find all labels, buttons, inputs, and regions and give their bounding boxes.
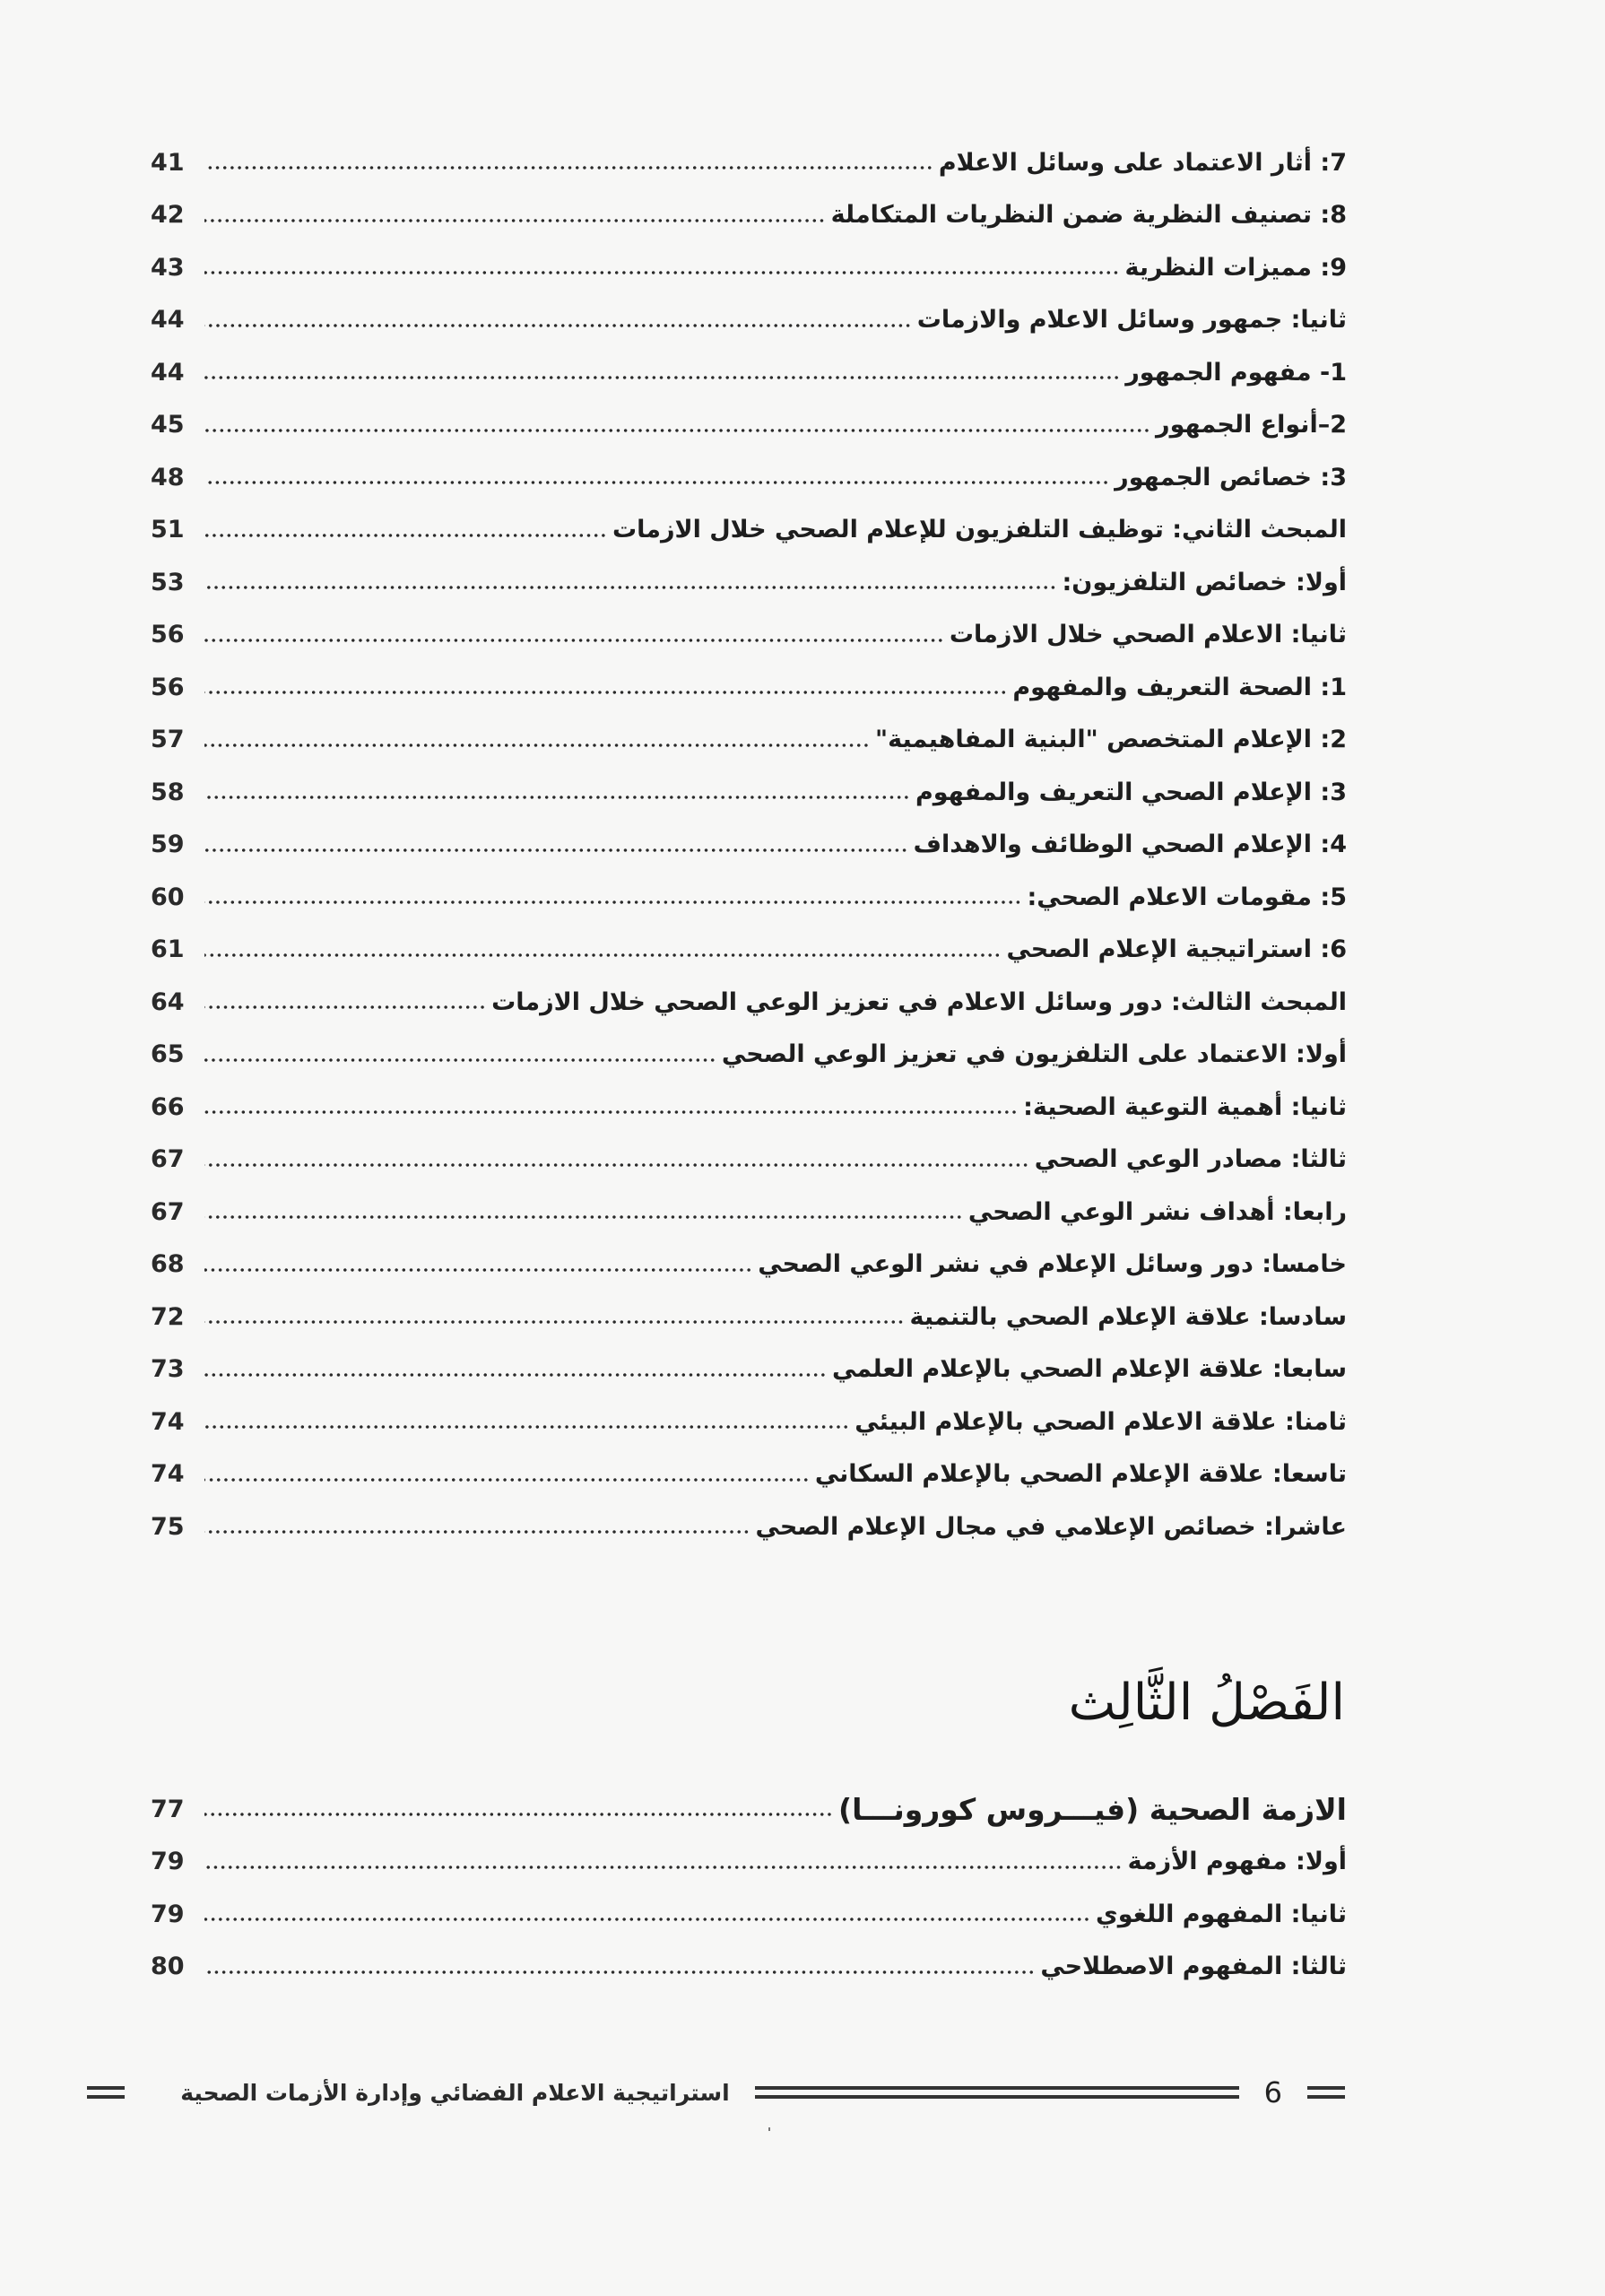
toc-entry-page: 45	[151, 411, 185, 439]
section-heading-row[interactable]	[151, 1783, 1347, 1836]
dot-leader	[204, 1477, 810, 1483]
toc-entry-title: المبحث الثالث: دور وسائل الاعلام في تعزيز الوعي الصحي خلال الازمات	[491, 987, 1347, 1016]
section-heading-page: 77	[151, 1795, 185, 1823]
toc-entry-title: سادسا: علاقة الإعلام الصحي بالتنمية	[909, 1302, 1347, 1331]
toc-entry-page: 74	[151, 1460, 185, 1489]
dot-leader	[204, 848, 908, 853]
toc-entry-page: 79	[151, 1848, 185, 1876]
dot-leader	[204, 218, 826, 223]
toc-entry-page: 74	[151, 1407, 185, 1436]
toc-entry[interactable]	[151, 924, 1347, 977]
toc-entry-title: ثانيا: الاعلام الصحي خلال الازمات	[949, 621, 1347, 649]
dot-leader	[204, 1057, 716, 1063]
toc-entry-title: 9: مميزات النظرية	[1124, 253, 1347, 282]
toc-entry-title: 2–أنواع الجمهور	[1156, 411, 1347, 439]
toc-entry-page: 57	[151, 726, 185, 754]
dot-leader	[204, 1424, 849, 1430]
toc-entry-page: 65	[151, 1040, 185, 1069]
toc-entry[interactable]	[151, 1888, 1347, 1941]
toc-entry[interactable]	[151, 1836, 1347, 1889]
toc-entry[interactable]	[151, 1081, 1347, 1134]
toc-entry-page: 42	[151, 201, 185, 230]
chapter-heading-text: الفَصْلُ الثَّالِث	[1068, 1674, 1345, 1732]
toc-entry-title: 1: الصحة التعريف والمفهوم	[1012, 673, 1347, 701]
dot-leader	[204, 1372, 827, 1378]
toc-entry[interactable]	[151, 766, 1347, 819]
dot-leader	[204, 795, 910, 800]
toc-entry[interactable]	[151, 1941, 1347, 1994]
dot-leader	[204, 1812, 833, 1817]
toc-entry-page: 48	[151, 463, 185, 491]
toc-entry[interactable]	[151, 136, 1347, 189]
toc-entry-page: 60	[151, 883, 185, 911]
toc-entry[interactable]	[151, 241, 1347, 294]
toc-entry[interactable]	[151, 1186, 1347, 1239]
toc-entry[interactable]	[151, 189, 1347, 242]
toc-entry-page: 73	[151, 1355, 185, 1384]
toc-entry-title: عاشرا: خصائص الإعلامي في مجال الإعلام الصحي	[755, 1512, 1347, 1541]
toc-entry-title: 5: مقومات الاعلام الصحي:	[1027, 883, 1347, 911]
chapter-heading	[986, 1674, 1345, 1772]
toc-entry[interactable]	[151, 346, 1347, 399]
dot-leader	[204, 1004, 486, 1010]
dot-leader	[204, 480, 1109, 485]
dot-leader	[204, 165, 933, 170]
toc-entry[interactable]	[151, 1500, 1347, 1553]
toc-entry-title: ثامنا: علاقة الاعلام الصحي بالإعلام البيئي	[855, 1407, 1347, 1436]
toc-entry-title: أولا: مفهوم الأزمة	[1127, 1848, 1347, 1876]
toc-entry[interactable]	[151, 1344, 1347, 1396]
page-footer	[152, 2070, 1345, 2115]
toc-entry-page: 59	[151, 831, 185, 859]
dot-leader	[204, 690, 1007, 695]
toc-entry-page: 53	[151, 568, 185, 596]
dot-leader	[204, 952, 1001, 958]
toc-entry-title: ثالثا: مصادر الوعي الصحي	[1034, 1145, 1347, 1174]
toc-entry[interactable]	[151, 1448, 1347, 1501]
toc-entry[interactable]	[151, 1029, 1347, 1082]
toc-entry-title: 1- مفهوم الجمهور	[1125, 358, 1347, 387]
dot-leader	[204, 428, 1150, 433]
dot-leader	[204, 270, 1120, 275]
footer-rule-left	[87, 2086, 125, 2099]
footer-rule-right	[1307, 2086, 1345, 2099]
toc-entry-page: 66	[151, 1092, 185, 1121]
table-of-contents	[151, 136, 1347, 1553]
dot-leader	[204, 1529, 750, 1535]
toc-entry[interactable]	[151, 609, 1347, 662]
toc-entry-title: تاسعا: علاقة الإعلام الصحي بالإعلام السكاني	[814, 1460, 1347, 1489]
paper-speck	[768, 2127, 770, 2131]
toc-entry-title: 3: خصائص الجمهور	[1115, 463, 1347, 491]
footer-rule-middle	[755, 2086, 1239, 2099]
toc-entry[interactable]	[151, 556, 1347, 609]
dot-leader	[204, 1267, 752, 1273]
toc-entry-page: 51	[151, 516, 185, 544]
toc-entry[interactable]	[151, 451, 1347, 504]
toc-entry[interactable]	[151, 294, 1347, 347]
toc-entry-title: ثانيا: جمهور وسائل الاعلام والازمات	[916, 306, 1347, 335]
toc-entry[interactable]	[151, 976, 1347, 1029]
dot-leader	[204, 323, 912, 328]
toc-entry[interactable]	[151, 1239, 1347, 1292]
toc-entry-title: 7: أثار الاعتماد على وسائل الاعلام	[938, 148, 1347, 177]
dot-leader	[204, 375, 1120, 380]
toc-entry-title: 3: الإعلام الصحي التعريف والمفهوم	[915, 778, 1347, 806]
toc-entry[interactable]	[151, 504, 1347, 557]
toc-entry-title: رابعا: أهداف نشر الوعي الصحي	[967, 1197, 1347, 1226]
toc-entry[interactable]	[151, 1396, 1347, 1448]
toc-entry-title: ثانيا: المفهوم اللغوي	[1096, 1900, 1347, 1928]
toc-entry-page: 67	[151, 1197, 185, 1226]
dot-leader	[204, 1865, 1123, 1870]
toc-entry-page: 75	[151, 1512, 185, 1541]
toc-entry-page: 61	[151, 935, 185, 964]
dot-leader	[204, 585, 1057, 590]
toc-entry-title: 4: الإعلام الصحي الوظائف والاهداف	[913, 831, 1347, 859]
dot-leader	[204, 1970, 1035, 1975]
toc-entry-title: المبحث الثاني: توظيف التلفزيون للإعلام الصحي خلال الازمات	[612, 516, 1347, 544]
dot-leader	[204, 900, 1021, 905]
toc-entry[interactable]	[151, 819, 1347, 872]
toc-entry-title: 2: الإعلام المتخصص "البنية المفاهيمية"	[875, 726, 1347, 754]
dot-leader	[204, 1109, 1018, 1115]
toc-entry-title: ثانيا: أهمية التوعية الصحية:	[1023, 1092, 1347, 1121]
dot-leader	[204, 743, 870, 748]
dot-leader	[204, 1319, 905, 1325]
dot-leader	[204, 638, 944, 643]
dot-leader	[204, 1162, 1029, 1168]
toc-entry[interactable]	[151, 1134, 1347, 1187]
toc-entry-title: أولا: خصائص التلفزيون:	[1062, 568, 1347, 596]
toc-entry-page: 56	[151, 621, 185, 649]
toc-entry[interactable]	[151, 1291, 1347, 1344]
toc-entry-title: ثالثا: المفهوم الاصطلاحي	[1040, 1952, 1347, 1981]
toc-entry-page: 64	[151, 987, 185, 1016]
toc-entry-page: 43	[151, 253, 185, 282]
toc-entry-page: 72	[151, 1302, 185, 1331]
footer-page-number: 6	[1263, 2075, 1282, 2109]
toc-entry-page: 44	[151, 358, 185, 387]
toc-entry-title: 8: تصنيف النظرية ضمن النظريات المتكاملة	[830, 201, 1347, 230]
section-heading-title: الازمة الصحية (فيـــروس كورونـــا)	[838, 1791, 1347, 1827]
toc-entry-title: سابعا: علاقة الإعلام الصحي بالإعلام العلمي	[831, 1355, 1347, 1384]
toc-entry-title: خامسا: دور وسائل الإعلام في نشر الوعي الصحي	[758, 1250, 1347, 1279]
toc-entry-page: 58	[151, 778, 185, 806]
footer-book-title: استراتيجية الاعلام الفضائي وإدارة الأزمات الصحية	[180, 2079, 730, 2106]
toc-entry-page: 79	[151, 1900, 185, 1928]
dot-leader	[204, 1214, 963, 1220]
toc-entry-page: 68	[151, 1250, 185, 1279]
toc-entry-page: 67	[151, 1145, 185, 1174]
toc-entry[interactable]	[151, 399, 1347, 452]
toc-entry[interactable]	[151, 661, 1347, 714]
section-block	[151, 1783, 1347, 1993]
toc-entry-page: 44	[151, 306, 185, 335]
toc-entry[interactable]	[151, 871, 1347, 924]
dot-leader	[204, 533, 607, 538]
toc-entry[interactable]	[151, 714, 1347, 767]
toc-entry-page: 41	[151, 148, 185, 177]
toc-entry-page: 56	[151, 673, 185, 701]
toc-entry-title: 6: استراتيجية الإعلام الصحي	[1006, 935, 1347, 964]
dot-leader	[204, 1917, 1090, 1922]
toc-entry-page: 80	[151, 1952, 185, 1981]
toc-entry-title: أولا: الاعتماد على التلفزيون في تعزيز الوعي الصحي	[721, 1040, 1347, 1069]
